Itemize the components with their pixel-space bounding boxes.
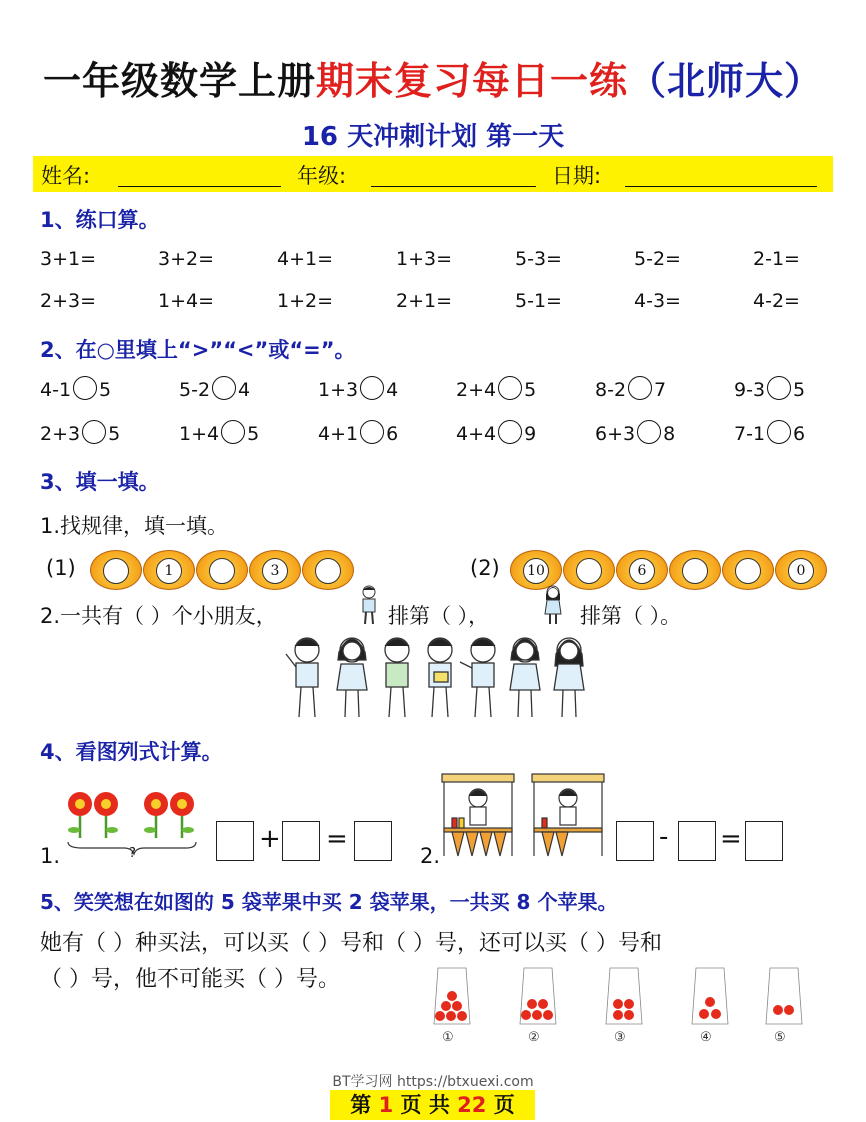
answer-circle[interactable] [767,376,791,400]
equals-sign: = [720,824,742,854]
small-girl-icon [540,584,566,626]
compare-item: 2+4 5 [456,376,536,401]
plus-sign: + [259,824,281,854]
page-title [0,50,866,105]
grade-label: 年级: [297,164,347,188]
pumpkin-8 [616,550,668,590]
calc-item: 5-1= [515,290,562,312]
answer-circle[interactable] [212,376,236,400]
calc-item: 1+2= [277,290,334,312]
student-info-bar [33,156,833,192]
compare-row-1 [0,376,866,404]
bag-label: ③ [614,1030,626,1045]
compare-item: 4-1 5 [40,376,111,401]
compare-item: 6+3 8 [595,420,675,445]
answer-box[interactable] [282,821,320,861]
pumpkin-5 [302,550,354,590]
pumpkin-slot[interactable] [576,558,602,584]
calc-item: 5-2= [634,248,681,270]
bag-label: ④ [700,1030,712,1045]
title-part-3: （北师大） [628,59,824,103]
answer-box[interactable] [354,821,392,861]
pattern-1-label: (1) [46,556,76,580]
pumpkin-9 [669,550,721,590]
pumpkin-7 [563,550,615,590]
pumpkin-slot[interactable] [209,558,235,584]
child-5 [460,638,495,717]
answer-circle[interactable] [628,376,652,400]
answer-circle[interactable] [767,420,791,444]
children-row-illustration [282,632,592,722]
fill-q2-text-c: 排第（ ）。 [580,604,682,628]
pumpkin-number: 3 [262,558,288,584]
answer-box[interactable] [678,821,716,861]
calc-item: 1+4= [158,290,215,312]
pumpkin-slot[interactable] [315,558,341,584]
apple-bags-illustration [426,964,806,1030]
page-number-bar [330,1090,535,1120]
ice-cream-stall-illustration [440,770,608,862]
pumpkin-1 [90,550,142,590]
bag-label: ① [442,1030,454,1045]
calc-item: 3+2= [158,248,215,270]
pumpkin-slot[interactable] [682,558,708,584]
apples-question-line-1: 她有（ ）种买法，可以买（ ）号和（ ）号，还可以买（ ）号和 [40,931,662,956]
small-boy-icon [356,584,382,626]
answer-circle[interactable] [221,420,245,444]
pattern-2-label: (2) [470,556,500,580]
calc-item: 4-2= [753,290,800,312]
answer-circle[interactable] [498,376,522,400]
pumpkin-number: 1 [156,558,182,584]
calc-item: 1+3= [396,248,453,270]
title-part-1: 一年级数学上册 [42,59,316,103]
pumpkin-11 [775,550,827,590]
pumpkin-slot[interactable] [735,558,761,584]
compare-row-2 [0,420,866,448]
answer-box[interactable] [216,821,254,861]
answer-circle[interactable] [360,376,384,400]
bag-label: ② [528,1030,540,1045]
child-3 [385,638,409,717]
answer-circle[interactable] [498,420,522,444]
date-field[interactable] [625,186,817,187]
section-2-heading: 2、在○里填上“>”“<”或“=”。 [40,338,356,362]
compare-item: 2+3 5 [40,420,120,445]
calc-item: 3+1= [40,248,97,270]
section-4-heading: 4、看图列式计算。 [40,740,223,764]
pumpkin-2 [143,550,195,590]
compare-item: 1+4 5 [179,420,259,445]
compare-item: 9-3 5 [734,376,805,401]
page-current: 1 [378,1093,394,1117]
answer-circle[interactable] [82,420,106,444]
fill-q2-text-a: 2.一共有（ ）个小朋友， [40,604,277,628]
bag-label: ⑤ [774,1030,786,1045]
calc-item: 2-1= [753,248,800,270]
picture-q2-label: 2. [420,844,441,868]
pumpkin-4 [249,550,301,590]
oral-calc-row-1 [0,248,866,272]
child-7 [554,638,584,717]
title-part-2: 期末复习每日一练 [315,59,628,103]
compare-item: 5-2 4 [179,376,250,401]
compare-item: 4+4 9 [456,420,536,445]
fill-q2-text-b: 排第（ ）， [388,604,490,628]
page-mid: 页 共 [400,1093,450,1117]
pumpkin-10 [722,550,774,590]
footer-url: BT学习网 https://btxuexi.com [332,1074,534,1090]
page-subtitle: 16 天冲刺计划 第一天 [301,122,565,152]
answer-circle[interactable] [637,420,661,444]
section-1-heading: 1、练口算。 [40,208,160,232]
compare-item: 1+3 4 [318,376,398,401]
question-mark: ? [129,846,136,861]
section-5-heading: 5、笑笑想在如图的 5 袋苹果中买 2 袋苹果，一共买 8 个苹果。 [40,890,618,914]
apples-question-line-2: （ ）号，他不可能买（ ）号。 [40,967,340,992]
pumpkin-number: 0 [788,558,814,584]
calc-item: 2+1= [396,290,453,312]
pumpkin-number: 6 [629,558,655,584]
page-suffix: 页 [493,1093,515,1117]
grade-field[interactable] [371,186,536,187]
answer-box[interactable] [745,821,783,861]
compare-item: 8-2 7 [595,376,666,401]
name-field[interactable] [118,186,281,187]
date-label: 日期: [552,164,602,188]
picture-q1-label: 1. [40,844,61,868]
name-label: 姓名: [41,164,91,188]
page-prefix: 第 [350,1093,372,1117]
pumpkin-3 [196,550,248,590]
pumpkin-number: 10 [523,558,549,584]
calc-item: 4+1= [277,248,334,270]
answer-box[interactable] [616,821,654,861]
answer-circle[interactable] [360,420,384,444]
fill-q1-label: 1.找规律，填一填。 [40,514,229,538]
page-total: 22 [457,1093,487,1117]
pumpkin-slot[interactable] [103,558,129,584]
compare-item: 7-1 6 [734,420,805,445]
minus-sign: - [659,822,669,852]
compare-item: 4+1 6 [318,420,398,445]
equals-sign: = [326,824,348,854]
child-6 [510,638,540,717]
calc-item: 2+3= [40,290,97,312]
child-1 [286,638,319,717]
answer-circle[interactable] [73,376,97,400]
section-3-heading: 3、填一填。 [40,470,160,494]
child-4 [428,638,452,717]
child-2 [337,638,367,717]
calc-item: 5-3= [515,248,562,270]
calc-item: 4-3= [634,290,681,312]
oral-calc-row-2 [0,290,866,314]
